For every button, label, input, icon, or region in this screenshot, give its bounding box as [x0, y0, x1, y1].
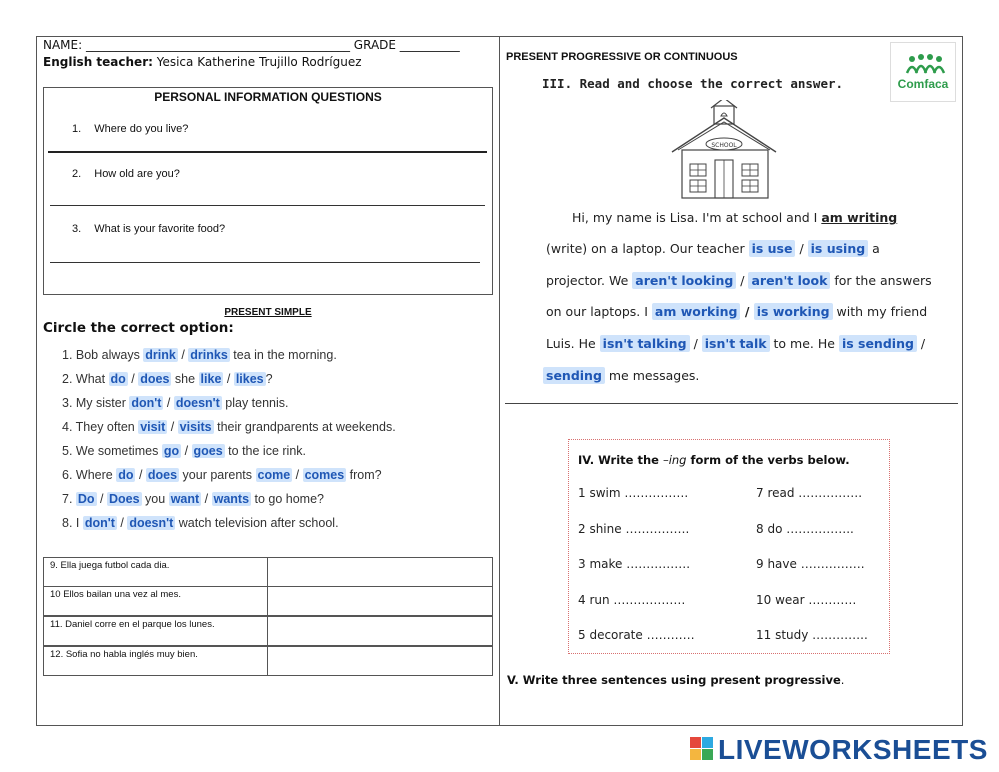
answer-line-3[interactable]	[50, 262, 480, 263]
option-come[interactable]: come	[257, 468, 291, 482]
question-1	[72, 123, 188, 135]
section-4-title-text: form of the verbs below.	[686, 453, 850, 467]
option-dont[interactable]: don't	[84, 516, 115, 530]
story-text: to me. He	[769, 336, 839, 351]
section-4-title-ing: –ing	[662, 453, 687, 467]
story-text: me messages.	[604, 368, 700, 383]
exercise-item-1	[62, 348, 337, 362]
option-arent-look[interactable]: aren't look	[748, 272, 830, 289]
example-answer: am writing	[821, 210, 898, 225]
progressive-title: PRESENT PROGRESSIVE OR CONTINUOUS	[506, 51, 738, 63]
question-text: What is your favorite food?	[94, 223, 226, 235]
item-text: to go home?	[251, 492, 324, 506]
item-text: your parents	[179, 468, 256, 482]
item-text: play tennis.	[221, 396, 289, 410]
exercise-item-4	[62, 420, 396, 434]
option-separator: /	[795, 241, 808, 256]
translate-prompt: 11. Daniel corre en el parque los lunes.	[44, 617, 268, 645]
story-text: on our laptops. I	[546, 304, 652, 319]
story-text: for the answers	[830, 273, 932, 288]
section-3-title: III. Read and choose the correct answer.	[542, 76, 844, 91]
story-line-2	[546, 241, 880, 256]
option-separator: /	[740, 304, 754, 319]
item-text: you	[141, 492, 169, 506]
option-am-working[interactable]: am working	[652, 303, 741, 320]
translate-prompt: 9. Ella juega futbol cada dia.	[44, 558, 268, 586]
option-visit[interactable]: visit	[140, 420, 166, 434]
option-is-use[interactable]: is use	[749, 240, 796, 257]
section-4-title	[578, 453, 850, 467]
ing-form-box	[568, 439, 890, 654]
exercise-item-3	[62, 396, 289, 410]
question-number: 2.	[72, 168, 82, 180]
section-5-title-text: V. Write three sentences using present progressive	[507, 673, 841, 687]
question-3	[72, 223, 225, 235]
item-text: 6. Where	[62, 468, 117, 482]
personal-info-title: PERSONAL INFORMATION QUESTIONS	[154, 90, 382, 104]
option-doesnt[interactable]: doesn't	[129, 516, 174, 530]
name-row	[43, 38, 460, 52]
story-line-5	[546, 336, 925, 351]
story-text: Hi, my name is Lisa. I'm at school and I	[572, 210, 822, 225]
name-input-line[interactable]: ____________________________________________	[85, 38, 350, 52]
exercise-item-6	[62, 468, 382, 482]
exercise-item-5	[62, 444, 306, 458]
item-text: she	[171, 372, 199, 386]
liveworksheets-logo-icon	[690, 737, 714, 761]
option-separator: /	[292, 468, 303, 482]
option-sending[interactable]: sending	[543, 367, 605, 384]
story-text: a	[868, 241, 880, 256]
story-line-4	[546, 304, 927, 319]
option-does[interactable]: does	[147, 468, 178, 482]
comfaca-logo-text: Comfaca	[897, 77, 949, 91]
teacher-row	[43, 55, 362, 69]
option-likes[interactable]: likes	[235, 372, 264, 386]
option-separator: /	[736, 273, 749, 288]
option-separator: /	[163, 396, 174, 410]
option-drinks[interactable]: drinks	[190, 348, 228, 362]
option-do[interactable]: do	[118, 468, 134, 482]
exercise-item-2	[62, 372, 273, 386]
option-separator: /	[116, 516, 128, 530]
option-separator: /	[689, 336, 702, 351]
translate-answer-9[interactable]	[268, 558, 492, 586]
item-text: 4. They often	[62, 420, 139, 434]
liveworksheets-brand: LIVEWORKSHEETS	[718, 734, 988, 765]
comfaca-logo	[890, 42, 956, 102]
story-text: projector. We	[546, 273, 633, 288]
option-separator: /	[223, 372, 234, 386]
item-text: their grandparents at weekends.	[213, 420, 396, 434]
option-is-sending[interactable]: is sending	[839, 335, 917, 352]
ing-item[interactable]: 1 swim …………….	[578, 486, 689, 500]
option-drink[interactable]: drink	[145, 348, 176, 362]
option-separator: /	[135, 468, 146, 482]
question-number: 1.	[72, 123, 82, 135]
option-like[interactable]: like	[200, 372, 222, 386]
option-separator: /	[181, 444, 192, 458]
section-4-title-text: IV. Write the	[578, 453, 663, 467]
ing-item[interactable]: 11 study …………..	[756, 628, 868, 642]
ing-item[interactable]: 7 read …………….	[756, 486, 863, 500]
school-sign: SCHOOL	[711, 142, 737, 149]
story-text: (write) on a laptop. Our teacher	[546, 241, 749, 256]
teacher-label: English teacher:	[43, 55, 153, 69]
section-divider	[505, 403, 958, 404]
question-text: How old are you?	[94, 168, 180, 180]
option-separator: /	[201, 492, 212, 506]
section-5-dot: .	[840, 673, 845, 687]
question-text: Where do you live?	[94, 123, 189, 135]
option-separator: /	[167, 420, 178, 434]
option-visits[interactable]: visits	[179, 420, 212, 434]
translate-prompt: 10 Ellos bailan una vez al mes.	[44, 587, 268, 615]
item-text: to the ice rink.	[224, 444, 306, 458]
translate-answer-10[interactable]	[268, 587, 492, 615]
translate-answer-12[interactable]	[268, 647, 492, 675]
option-separator: /	[127, 372, 139, 386]
option-comes[interactable]: comes	[304, 468, 345, 482]
column-divider	[499, 36, 500, 726]
option-does[interactable]: does	[140, 372, 170, 386]
section-5-title	[507, 673, 844, 687]
option-does[interactable]: Does	[109, 492, 140, 506]
item-text: 8. I	[62, 516, 83, 530]
grade-label: GRADE	[349, 38, 400, 52]
option-wants[interactable]: wants	[213, 492, 250, 506]
item-text: 2. What	[62, 372, 109, 386]
story-text: /	[916, 336, 926, 351]
question-2	[72, 168, 180, 180]
translate-answer-11[interactable]	[268, 617, 492, 645]
item-text: 5. We sometimes	[62, 444, 162, 458]
item-text: watch television after school.	[175, 516, 339, 530]
option-is-using[interactable]: is using	[808, 240, 869, 257]
item-text: tea in the morning.	[229, 348, 337, 362]
option-want[interactable]: want	[170, 492, 200, 506]
option-is-working[interactable]: is working	[754, 303, 833, 320]
teacher-name: Yesica Katherine Trujillo Rodríguez	[152, 55, 362, 69]
grade-input-line[interactable]: __________	[399, 38, 460, 52]
story-line-1	[572, 210, 897, 225]
name-label: NAME:	[43, 38, 86, 52]
option-separator: /	[177, 348, 189, 362]
exercise-item-8	[62, 516, 339, 530]
ing-item[interactable]: 3 make …………….	[578, 557, 691, 571]
option-isnt-talk[interactable]: isn't talk	[702, 335, 770, 352]
option-arent-looking[interactable]: aren't looking	[632, 272, 736, 289]
ing-item[interactable]: 5 decorate …………	[578, 628, 695, 642]
item-text: 3. My sister	[62, 396, 130, 410]
story-line-3	[546, 273, 932, 288]
translate-prompt: 12. Sofia no habla inglés muy bien.	[44, 647, 268, 675]
item-text: 1. Bob always	[62, 348, 144, 362]
story-line-6	[543, 368, 699, 383]
answer-line-2[interactable]	[50, 205, 485, 206]
option-separator: /	[96, 492, 107, 506]
story-text: with my friend	[832, 304, 928, 319]
exercise-item-7	[62, 492, 324, 506]
circle-instruction: Circle the correct option:	[43, 320, 234, 336]
ing-item[interactable]: 8 do ……………..	[756, 522, 854, 536]
option-isnt-talking[interactable]: isn't talking	[600, 335, 690, 352]
personal-info-box	[43, 87, 493, 295]
option-doesnt[interactable]: doesn't	[175, 396, 220, 410]
item-text: 7.	[62, 492, 76, 506]
ing-item[interactable]: 4 run ………………	[578, 593, 686, 607]
school-house-illustration	[670, 100, 780, 200]
story-text: Luis. He	[546, 336, 600, 351]
ing-item[interactable]: 10 wear …………	[756, 593, 857, 607]
ing-item[interactable]: 2 shine …………….	[578, 522, 690, 536]
option-goes[interactable]: goes	[193, 444, 223, 458]
item-text: from?	[346, 468, 382, 482]
ing-item[interactable]: 9 have …………….	[756, 557, 865, 571]
option-dont[interactable]: don't	[131, 396, 162, 410]
option-do[interactable]: Do	[77, 492, 95, 506]
question-number: 3.	[72, 223, 82, 235]
present-simple-title: PRESENT SIMPLE	[224, 307, 312, 318]
option-do[interactable]: do	[110, 372, 126, 386]
option-go[interactable]: go	[163, 444, 180, 458]
answer-line-1[interactable]	[48, 151, 487, 153]
item-text: ?	[265, 372, 273, 386]
